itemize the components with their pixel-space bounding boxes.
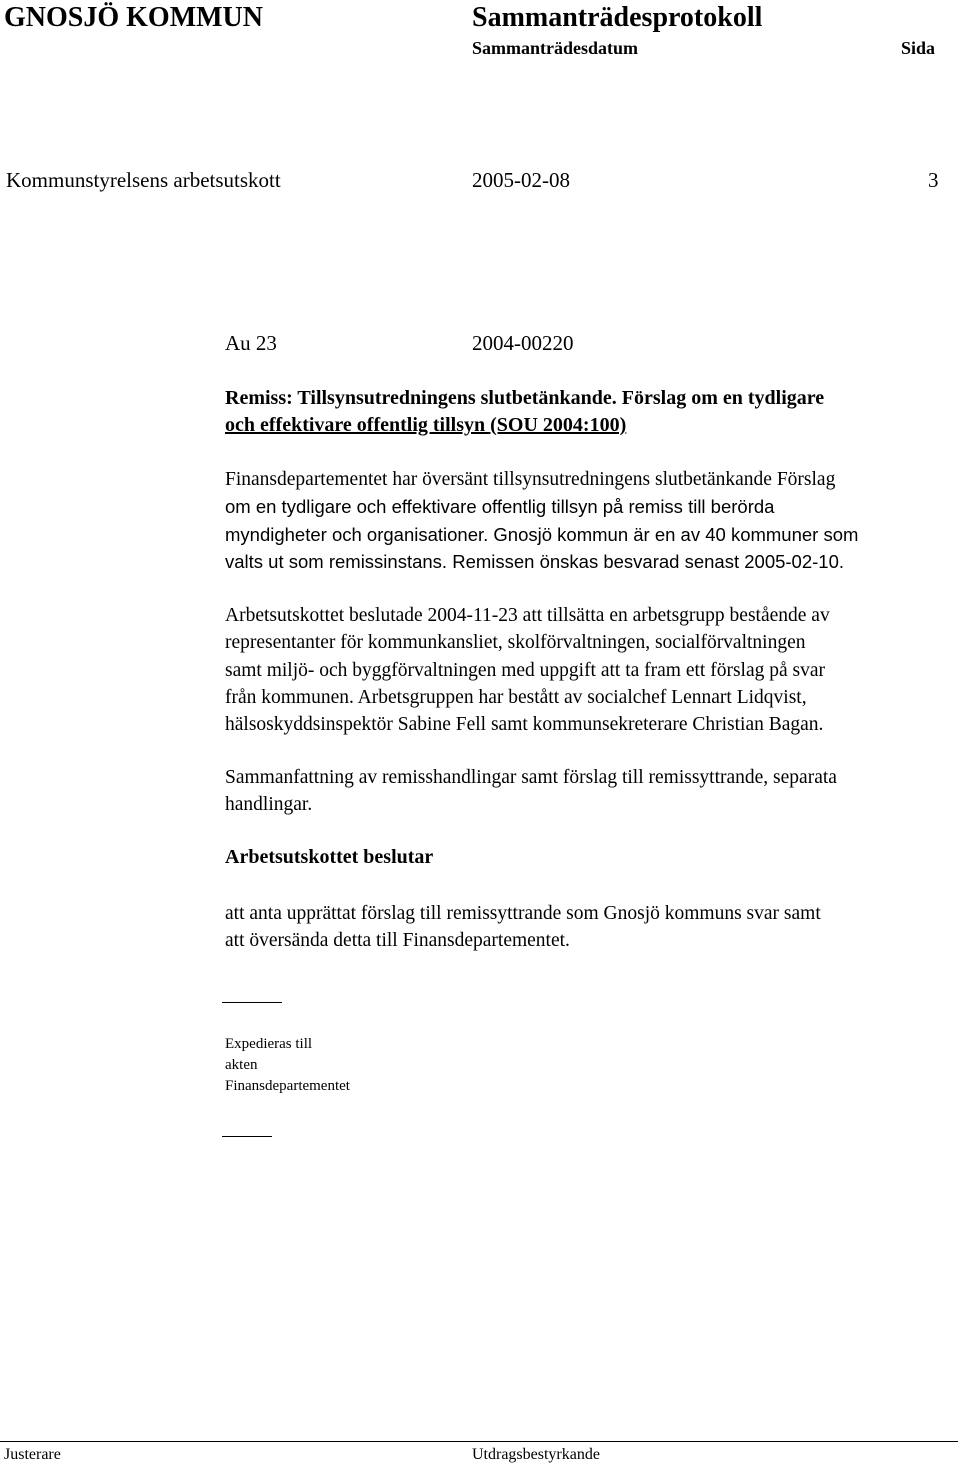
paragraph-line: hälsoskyddsinspektör Sabine Fell samt kommunsekreterare Christian Bagan. xyxy=(225,714,824,736)
page-label: Sida xyxy=(901,38,936,58)
paragraph-line: handlingar. xyxy=(225,794,313,816)
separator-rule xyxy=(222,1136,272,1137)
paragraph-line: från kommunen. Arbetsgruppen har bestått av socialchef Lennart Lidqvist, xyxy=(225,686,807,708)
paragraph-line: valts ut som remissinstans. Remissen önskas besvarad senast 2005-02-10. xyxy=(225,550,845,572)
page-number: 3 xyxy=(928,168,939,192)
decision-text xyxy=(225,900,960,955)
distribution-recipient: Finansdepartementet xyxy=(225,1078,350,1094)
committee-name: Kommunstyrelsens arbetsutskott xyxy=(6,168,281,192)
item-title-line: Remiss: Tillsynsutredningens slutbetänkande. Förslag om en tydligare xyxy=(225,387,825,409)
paragraph-line: myndigheter och organisationer. Gnosjö kommun är en av 40 kommuner som xyxy=(225,523,859,545)
paragraph-line: Finansdepartementet har översänt tillsynsutredningens slutbetänkande Förslag xyxy=(225,469,836,490)
title-underline-fill xyxy=(626,430,856,431)
organization-name: GNOSJÖ KOMMUN xyxy=(4,2,263,33)
separator-rule xyxy=(222,1002,282,1003)
paragraph-ref: Au 23 xyxy=(225,331,277,355)
footer-rule xyxy=(0,1441,958,1442)
paragraph-line: Arbetsutskottet beslutade 2004-11-23 att tillsätta en arbetsgrupp bestående av xyxy=(225,605,830,626)
paragraph-line: representanter för kommunkansliet, skolförvaltningen, socialförvaltningen xyxy=(225,632,806,654)
case-number: 2004-00220 xyxy=(472,331,574,355)
footer-certification: Utdragsbestyrkande xyxy=(472,1446,600,1463)
footer-signer: Justerare xyxy=(4,1446,61,1463)
item-title-line xyxy=(225,412,856,439)
distribution-label: Expedieras till xyxy=(225,1036,313,1052)
decision-line: att översända detta till Finansdepartementet. xyxy=(225,930,570,952)
paragraph-line: samt miljö- och byggförvaltningen med uppgift att ta fram ett förslag på svar xyxy=(225,659,826,681)
decision-line: att anta upprättat förslag till remissyttrande som Gnosjö kommuns svar samt xyxy=(225,903,821,924)
meeting-date: 2005-02-08 xyxy=(472,168,570,192)
item-title-underlined: och effektivare offentlig tillsyn (SOU 2004:100) xyxy=(225,414,627,436)
paragraph-line: Sammanfattning av remisshandlingar samt förslag till remissyttrande, separata xyxy=(225,767,837,788)
distribution-list xyxy=(225,1034,960,1097)
item-title xyxy=(225,385,856,439)
paragraph-3 xyxy=(225,764,960,819)
document-type: Sammanträdesprotokoll xyxy=(472,2,763,33)
paragraph-line: om en tydligare och effektivare offentlig tillsyn på remiss till berörda xyxy=(225,496,775,518)
date-label: Sammanträdesdatum xyxy=(472,38,639,58)
paragraph-1 xyxy=(225,466,960,575)
distribution-recipient: akten xyxy=(225,1057,258,1073)
decision-heading: Arbetsutskottet beslutar xyxy=(225,846,434,868)
paragraph-2 xyxy=(225,602,960,738)
